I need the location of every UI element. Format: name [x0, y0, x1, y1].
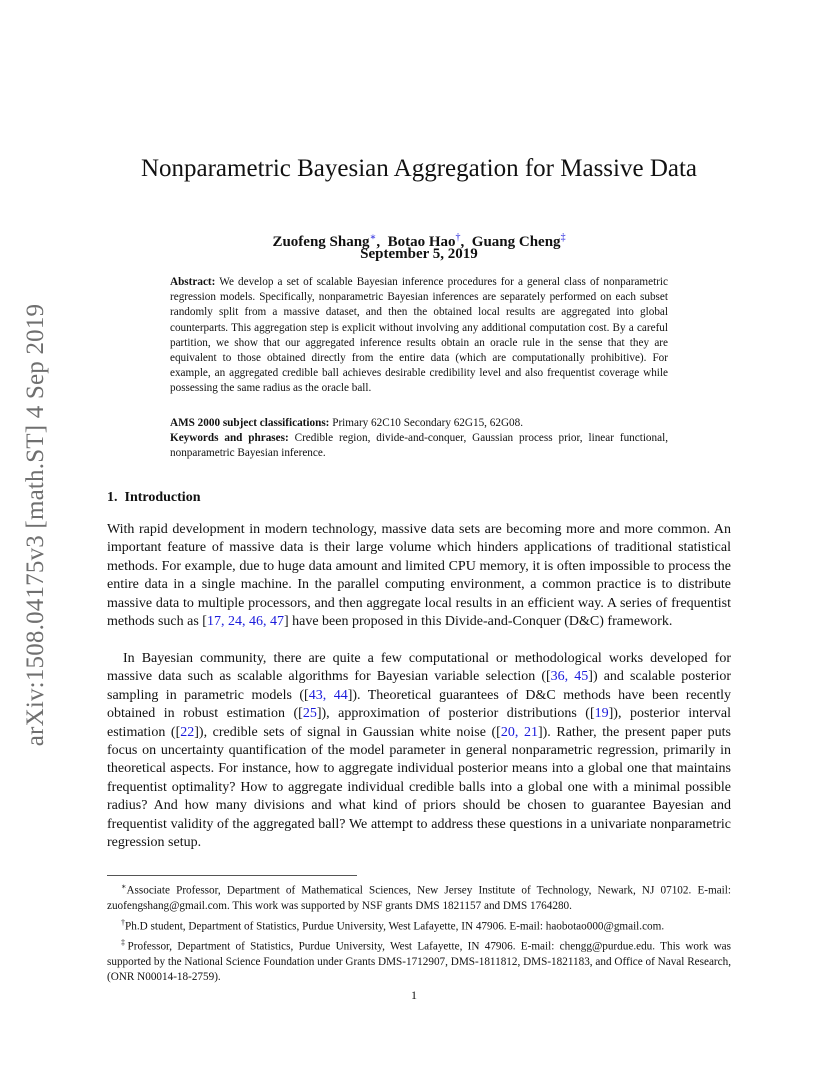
author-name: Botao Hao	[387, 234, 456, 250]
author-footnote-link[interactable]: †	[455, 232, 461, 243]
citation-link[interactable]: 20, 21	[500, 724, 538, 740]
arxiv-identifier-stamp	[22, 280, 50, 770]
author-separator: ,	[460, 234, 465, 250]
citation-link[interactable]: 25	[302, 706, 317, 722]
section-number: 1.	[107, 490, 118, 505]
citation-link[interactable]: 43, 44	[308, 687, 348, 703]
author-separator: ,	[376, 234, 381, 250]
citation-link[interactable]: 17, 24, 46, 47	[206, 614, 284, 630]
ams-classification	[170, 416, 668, 431]
abstract-text: We develop a set of scalable Bayesian inference procedures for a general class of nonparametric regression models. Specifically, nonparametric Bayesian inferences are separately performed on each subset randomly split from a massive dataset, and then the obtained local results are aggregated into global counterparts. This aggregation step is explicit without involving any additional computation cost. By a careful partition, we show that our aggregated inference results obtain an oracle rule in the sense that they are equivalent to those obtained directly from the entire data (which are computationally prohibitive). For example, an aggregated credible ball achieves desirable credibility level and also frequentist coverage while possessing the same radius as the oracle ball.	[170, 276, 668, 395]
footnote-text: Professor, Department of Statistics, Purdue University, West Lafayette, IN 47906. E-mail: chengg@purdue.edu. This work was supported by the National Science Foundation under Grants DMS-1712907, DMS-1811812, DMS-1821183, and Office of Naval Research, (ONR N00014-18-2759).	[107, 941, 732, 984]
abstract	[170, 275, 668, 397]
section-heading	[107, 490, 200, 506]
footnote	[107, 935, 731, 985]
paragraph-text: In Bayesian community, there are quite a few computational or methodological works developed for massive data such as scalable algorithms for Bayesian variable selection ([	[107, 651, 731, 685]
intro-paragraph-2	[107, 650, 731, 852]
intro-paragraph-1	[107, 521, 731, 631]
footnote-mark: ∗	[121, 882, 127, 891]
footnote	[107, 879, 731, 914]
paragraph-text: ]), posterior interval estimation ([	[107, 706, 732, 740]
page-number: 1	[411, 988, 417, 1002]
footnote-divider	[107, 875, 357, 876]
author-name: Zuofeng Shang	[272, 234, 370, 250]
author-footnote-link[interactable]: ∗	[369, 232, 377, 243]
arxiv-identifier-text: arXiv:1508.04175v3 [math.ST] 4 Sep 2019	[22, 303, 49, 747]
footnote-mark: ‡	[121, 938, 128, 948]
ams-text: Primary 62C10 Secondary 62G15, 62G08.	[332, 417, 524, 429]
footnote-text: Ph.D student, Department of Statistics, Purdue University, West Lafayette, IN 47906. E-mail: haobotao000@gmail.com.	[125, 920, 665, 933]
footnote	[107, 915, 731, 935]
footnotes	[107, 879, 731, 986]
footnote-text: Associate Professor, Department of Mathematical Sciences, New Jersey Institute of Technology, Newark, NJ 07102. E-mail: zuofengshang@gmail.com. This work was supported by NSF grants DMS 1821157 and DMS 1764280.	[107, 884, 731, 912]
paragraph-text: ]), credible sets of signal in Gaussian white noise ([	[194, 724, 501, 740]
citation-link[interactable]: 36, 45	[550, 669, 589, 685]
paragraph-text: With rapid development in modern technology, massive data sets are becoming more and more common. An important feature of massive data is their large volume which hinders applications of traditional statistical methods. For example, due to huge data amount and limited CPU memory, it is often impossible to process the entire data in a single machine. In the parallel computing environment, a common practice is to distribute massive data to multiple processors, and then aggregate local results in an efficient way. A series of frequentist methods such as [	[107, 522, 731, 630]
author-footnote-link[interactable]: ‡	[560, 232, 566, 243]
footnote-mark: †	[121, 917, 125, 927]
paragraph-text: ] have been proposed in this Divide-and-Conquer (D&C) framework.	[283, 614, 673, 630]
ams-label: AMS 2000 subject classifications:	[170, 417, 330, 429]
paragraph-text: ]) and scalable posterior sampling in parametric models ([	[107, 669, 732, 703]
keywords	[170, 431, 668, 461]
paragraph-text: ]), approximation of posterior distributions ([	[316, 706, 595, 722]
section-title: Introduction	[124, 490, 201, 505]
paper-title: Nonparametric Bayesian Aggregation for Massive Data	[140, 155, 698, 182]
paragraph-text: ]). Rather, the present paper puts focus on uncertainty quantification of the model parameter in general nonparametric regression, primarily in theoretical aspects. For instance, how to aggregate individual posterior means into a global one that maintains frequentist optimality? How to aggregate individual credible balls into a global one with a minimal possible radius? And how many divisions and what kind of priors should be chosen to guarantee Bayesian and frequentist validity of the aggregated ball? We attempt to address these questions in a univariate nonparametric regression setup.	[107, 724, 731, 851]
citation-link[interactable]: 22	[180, 724, 195, 740]
keywords-label: Keywords and phrases:	[170, 432, 289, 445]
paragraph-text: ]). Theoretical guarantees of D&C methods have been recently obtained in robust estimation ([	[107, 687, 732, 722]
citation-link[interactable]: 19	[594, 706, 609, 722]
abstract-label: Abstract:	[170, 276, 216, 288]
classification-block	[170, 416, 668, 462]
keywords-text: Credible region, divide-and-conquer, Gaussian process prior, linear functional, nonparametric Bayesian inference.	[170, 432, 668, 460]
paper-date: September 5, 2019	[360, 246, 478, 262]
author-name: Guang Cheng	[471, 234, 561, 250]
